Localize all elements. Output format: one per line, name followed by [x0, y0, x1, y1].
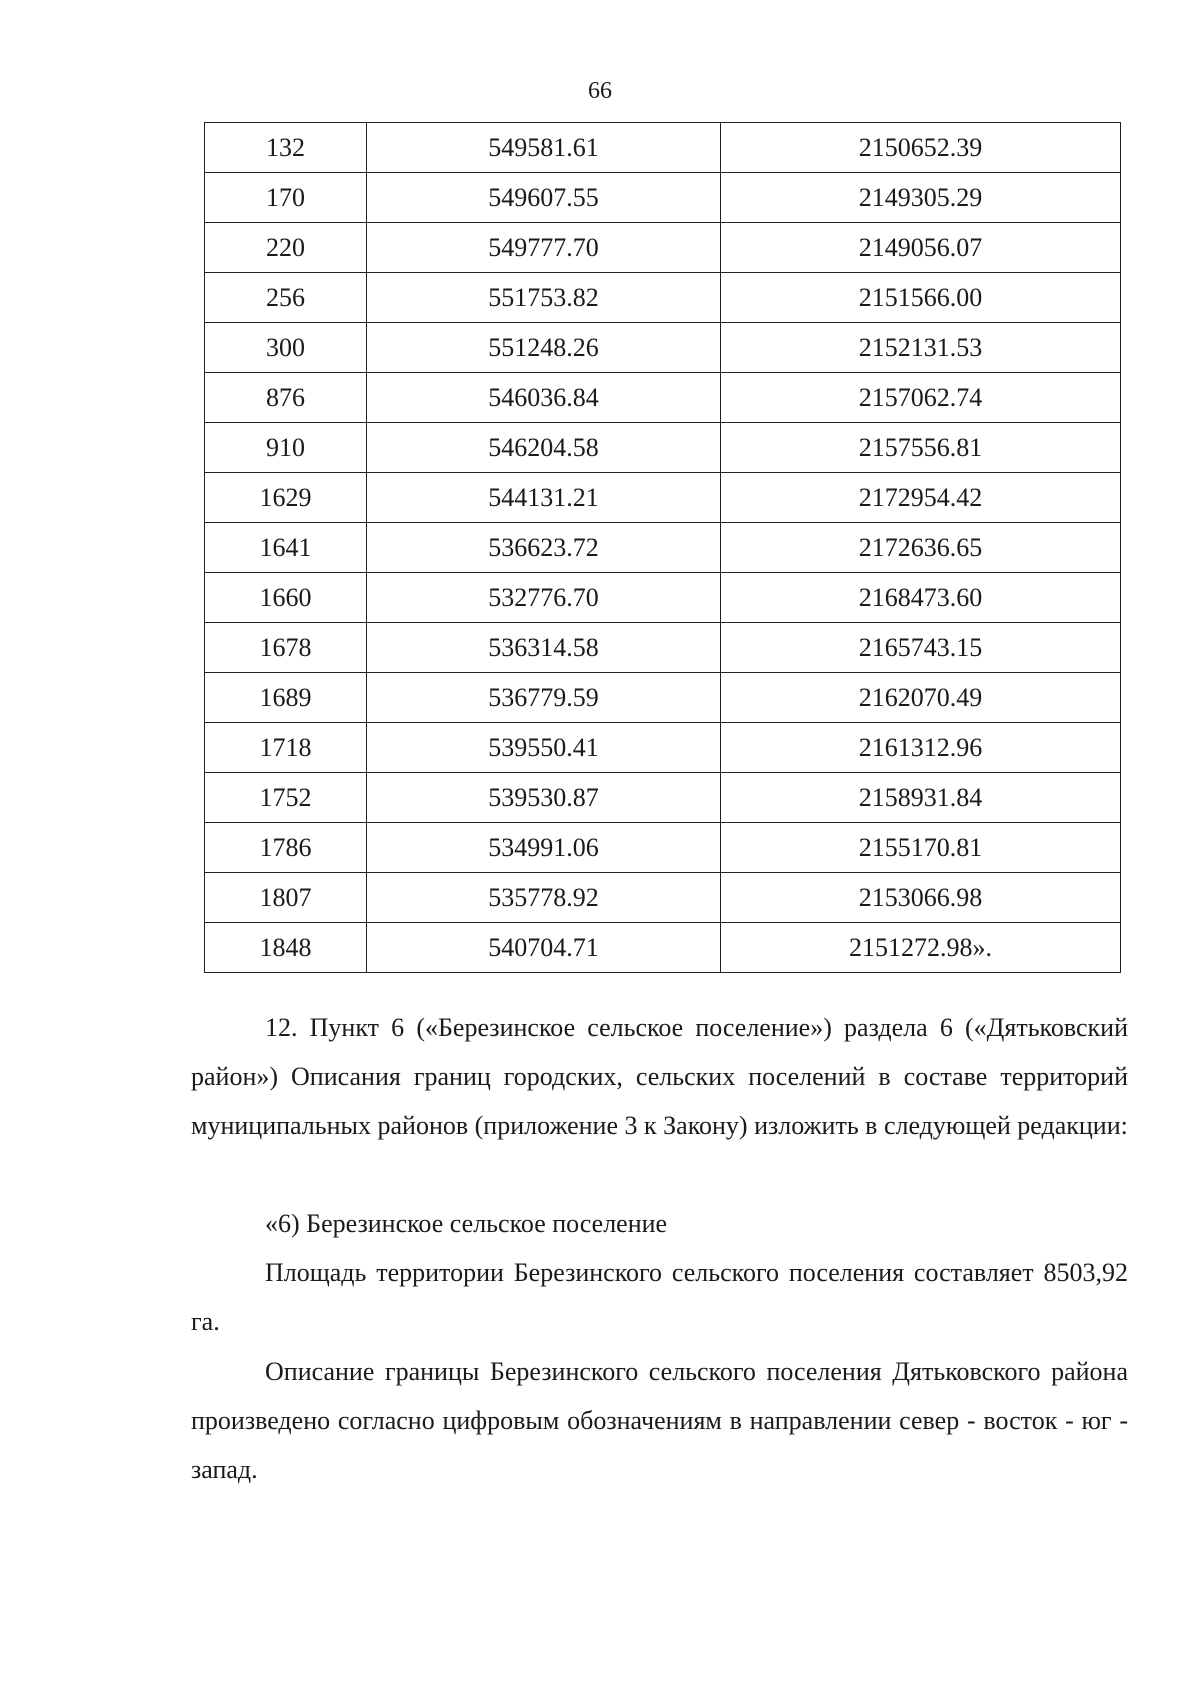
- point-number-cell: 1641: [205, 523, 367, 573]
- amendment-paragraph: 12. Пункт 6 («Березинское сельское поселение») раздела 6 («Дятьковский район») Описания границ городских, сельских поселений в составе территорий муниципальных районов (приложение 3 к Закону) изложить в следующей редакции:: [191, 1013, 1128, 1140]
- boundary-description-paragraph: Описание границы Березинского сельского поселения Дятьковского района произведено согласно цифровым обозначениям в направлении север - восток - юг - запад.: [191, 1357, 1128, 1484]
- x-coordinate-cell: 539530.87: [367, 773, 721, 823]
- y-coordinate-cell: 2155170.81: [721, 823, 1121, 873]
- table-row: [205, 273, 1121, 323]
- x-coordinate-cell: 549581.61: [367, 123, 721, 173]
- x-coordinate-cell: 546204.58: [367, 423, 721, 473]
- point-number-cell: 876: [205, 373, 367, 423]
- table-row: [205, 873, 1121, 923]
- table-row: [205, 373, 1121, 423]
- page-number: 66: [588, 78, 612, 104]
- x-coordinate-cell: 546036.84: [367, 373, 721, 423]
- point-number-cell: 1807: [205, 873, 367, 923]
- point-number-cell: 132: [205, 123, 367, 173]
- point-number-cell: 1689: [205, 673, 367, 723]
- table-row: [205, 423, 1121, 473]
- y-coordinate-cell: 2165743.15: [721, 623, 1121, 673]
- table-row: [205, 723, 1121, 773]
- x-coordinate-cell: 535778.92: [367, 873, 721, 923]
- y-coordinate-cell: 2168473.60: [721, 573, 1121, 623]
- x-coordinate-cell: 534991.06: [367, 823, 721, 873]
- y-coordinate-cell: 2157062.74: [721, 373, 1121, 423]
- settlement-heading: «6) Березинское сельское поселение: [265, 1209, 668, 1238]
- table-row: [205, 773, 1121, 823]
- point-number-cell: 910: [205, 423, 367, 473]
- table-row: [205, 573, 1121, 623]
- table-row: [205, 173, 1121, 223]
- x-coordinate-cell: 551248.26: [367, 323, 721, 373]
- x-coordinate-cell: 549607.55: [367, 173, 721, 223]
- point-number-cell: 170: [205, 173, 367, 223]
- y-coordinate-cell: 2149056.07: [721, 223, 1121, 273]
- boundary-description-block: [191, 1347, 1128, 1494]
- point-number-cell: 1629: [205, 473, 367, 523]
- table-row: [205, 323, 1121, 373]
- point-number-cell: 1848: [205, 923, 367, 973]
- settlement-heading-block: [191, 1199, 1128, 1248]
- table-row: [205, 523, 1121, 573]
- table-row: [205, 673, 1121, 723]
- point-number-cell: 256: [205, 273, 367, 323]
- y-coordinate-cell: 2150652.39: [721, 123, 1121, 173]
- point-number-cell: 220: [205, 223, 367, 273]
- table-row: [205, 823, 1121, 873]
- coordinates-table-body: [205, 123, 1121, 973]
- table-row: [205, 623, 1121, 673]
- point-number-cell: 1718: [205, 723, 367, 773]
- table-row: [205, 223, 1121, 273]
- y-coordinate-cell: 2151272.98».: [721, 923, 1121, 973]
- point-number-cell: 1678: [205, 623, 367, 673]
- paragraph-item-12: [191, 1003, 1128, 1150]
- x-coordinate-cell: 536779.59: [367, 673, 721, 723]
- y-coordinate-cell: 2151566.00: [721, 273, 1121, 323]
- y-coordinate-cell: 2162070.49: [721, 673, 1121, 723]
- point-number-cell: 300: [205, 323, 367, 373]
- area-paragraph-block: [191, 1248, 1128, 1346]
- table-row: [205, 123, 1121, 173]
- y-coordinate-cell: 2157556.81: [721, 423, 1121, 473]
- y-coordinate-cell: 2149305.29: [721, 173, 1121, 223]
- y-coordinate-cell: 2158931.84: [721, 773, 1121, 823]
- area-paragraph: Площадь территории Березинского сельского поселения составляет 8503,92 га.: [191, 1258, 1128, 1336]
- x-coordinate-cell: 536314.58: [367, 623, 721, 673]
- coordinates-table: [204, 122, 1121, 973]
- point-number-cell: 1660: [205, 573, 367, 623]
- x-coordinate-cell: 540704.71: [367, 923, 721, 973]
- y-coordinate-cell: 2161312.96: [721, 723, 1121, 773]
- y-coordinate-cell: 2172954.42: [721, 473, 1121, 523]
- table-row: [205, 923, 1121, 973]
- x-coordinate-cell: 539550.41: [367, 723, 721, 773]
- y-coordinate-cell: 2153066.98: [721, 873, 1121, 923]
- table-row: [205, 473, 1121, 523]
- x-coordinate-cell: 532776.70: [367, 573, 721, 623]
- x-coordinate-cell: 536623.72: [367, 523, 721, 573]
- x-coordinate-cell: 549777.70: [367, 223, 721, 273]
- point-number-cell: 1752: [205, 773, 367, 823]
- point-number-cell: 1786: [205, 823, 367, 873]
- y-coordinate-cell: 2172636.65: [721, 523, 1121, 573]
- x-coordinate-cell: 551753.82: [367, 273, 721, 323]
- y-coordinate-cell: 2152131.53: [721, 323, 1121, 373]
- x-coordinate-cell: 544131.21: [367, 473, 721, 523]
